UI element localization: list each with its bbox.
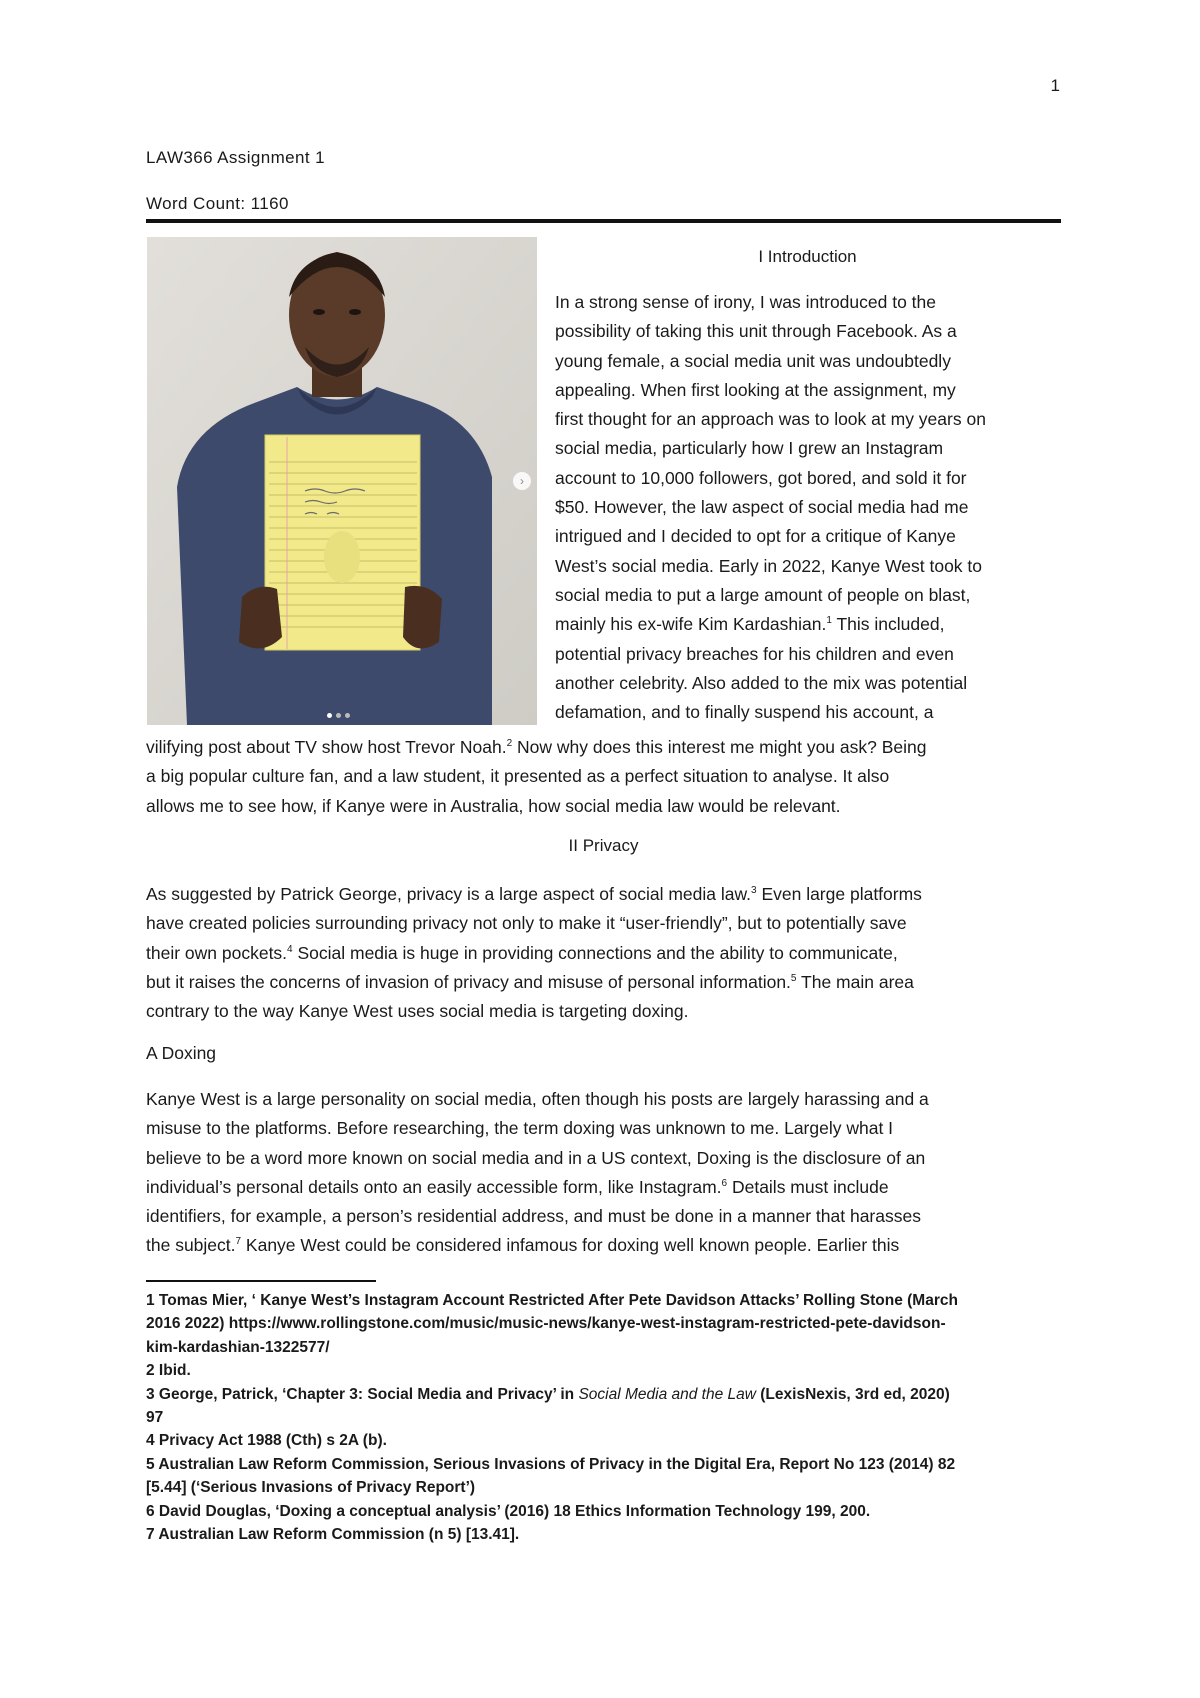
text-span: the subject. <box>146 1235 236 1256</box>
text-line <box>146 939 1066 968</box>
text-line: defamation, and to finally suspend his account, a <box>555 702 934 723</box>
header-rule <box>146 219 1061 223</box>
photo-man-holding-yellow-notepad-icon <box>147 237 537 725</box>
footnote-ref[interactable]: 4 <box>287 943 293 955</box>
footnote-ref[interactable]: 6 <box>721 1178 728 1190</box>
privacy-heading: II Privacy <box>568 836 639 855</box>
text-line: intrigued and I decided to opt for a critique of Kanye <box>555 526 956 547</box>
text-line: another celebrity. Also added to the mix was potential <box>555 672 968 693</box>
book-title: Social Media and the Law <box>578 1385 756 1403</box>
text-span: 3 George, Patrick, ‘Chapter 3: Social Media and Privacy’ in <box>146 1385 579 1403</box>
text-line: misuse to the platforms. Before researching, the term doxing was unknown to me. Largely what I <box>146 1118 894 1139</box>
footnote-ref[interactable]: 2 <box>506 738 513 750</box>
footnote-3 <box>146 1383 1066 1406</box>
footnote-1-url[interactable]: 2016 2022) https://www.rollingstone.com/music/music-news/kanye-west-instagram-restricted-pete-davidson- <box>146 1315 946 1333</box>
page-number: 1 <box>1050 76 1060 95</box>
text-span: This included, <box>831 614 945 635</box>
text-span: Now why does this interest me might you ask? Being <box>512 737 927 757</box>
footnote-separator <box>146 1280 376 1282</box>
introduction-heading: I Introduction <box>758 247 857 266</box>
carousel-dot <box>327 713 332 718</box>
text-span: but it raises the concerns of invasion of privacy and misuse of personal information. <box>146 971 791 992</box>
introduction-paragraph-right <box>555 288 1065 727</box>
footnote-7: 7 Australian Law Reform Commission (n 5) [13.41]. <box>146 1526 520 1544</box>
text-span: The main area <box>796 971 914 992</box>
footnote-ref[interactable]: 3 <box>751 885 757 897</box>
footnote-2: 2 Ibid. <box>146 1362 191 1380</box>
text-line: have created policies surrounding privacy not only to make it “user-friendly”, but to potentially save <box>146 913 907 934</box>
footnote-3-cont: 97 <box>146 1409 164 1427</box>
text-line: allows me to see how, if Kanye were in Australia, how social media law would be relevant. <box>146 795 841 816</box>
document-title: LAW366 Assignment 1 <box>146 148 325 167</box>
text-line <box>555 610 1065 639</box>
text-span: (LexisNexis, 3rd ed, 2020) <box>755 1385 950 1403</box>
text-line: believe to be a word more known on social media and in a US context, Doxing is the disclosure of an <box>146 1147 926 1168</box>
footnote-1-url-cont[interactable]: kim-kardashian-1322577/ <box>146 1338 330 1356</box>
footnote-4: 4 Privacy Act 1988 (Cth) s 2A (b). <box>146 1432 387 1450</box>
text-line: account to 10,000 followers, got bored, and sold it for <box>555 467 967 488</box>
text-line: $50. However, the law aspect of social media had me <box>555 497 969 518</box>
carousel-dot <box>345 713 350 718</box>
text-line: West’s social media. Early in 2022, Kanye West took to <box>555 555 983 576</box>
footnote-ref[interactable]: 7 <box>235 1236 242 1248</box>
footnote-6: 6 David Douglas, ‘Doxing a conceptual analysis’ (2016) 18 Ethics Information Technology 199, 200. <box>146 1502 871 1520</box>
text-line: potential privacy breaches for his children and even <box>555 643 954 664</box>
text-line: contrary to the way Kanye West uses social media is targeting doxing. <box>146 1001 689 1022</box>
text-span: vilifying post about TV show host Trevor Noah. <box>146 737 507 757</box>
text-line <box>146 733 1066 762</box>
text-line: identifiers, for example, a person’s residential address, and must be done in a manner that harasses <box>146 1206 921 1227</box>
footnote-1: 1 Tomas Mier, ‘ Kanye West’s Instagram Account Restricted After Pete Davidson Attacks’ Rolling Stone (March <box>146 1292 958 1309</box>
text-line: young female, a social media unit was undoubtedly <box>555 350 951 371</box>
footnote-ref[interactable]: 5 <box>790 973 797 985</box>
text-line <box>146 1173 1066 1202</box>
text-line: In a strong sense of irony, I was introduced to the <box>555 292 937 312</box>
text-span: Kanye West could be considered infamous for doxing well known people. Earlier this <box>241 1235 900 1256</box>
word-count: Word Count: 1160 <box>146 194 289 213</box>
text-span: their own pockets. <box>146 942 288 963</box>
carousel-dots <box>327 713 350 718</box>
text-line: possibility of taking this unit through Facebook. As a <box>555 321 957 342</box>
text-span: Social media is huge in providing connections and the ability to communicate, <box>292 942 898 963</box>
text-line: social media to put a large amount of people on blast, <box>555 584 971 605</box>
text-span: Even large platforms <box>756 884 922 904</box>
carousel-next-arrow-icon[interactable]: › <box>513 472 531 490</box>
embedded-photo <box>147 237 537 725</box>
doxing-subheading: A Doxing <box>146 1043 217 1063</box>
introduction-paragraph-continued <box>146 733 1066 821</box>
footnote-5: 5 Australian Law Reform Commission, Serious Invasions of Privacy in the Digital Era, Report No 123 (2014) 82 <box>146 1455 956 1473</box>
text-line: Kanye West is a large personality on social media, often though his posts are largely harassing and a <box>146 1089 929 1109</box>
footnote-5-cont: [5.44] (‘Serious Invasions of Privacy Report’) <box>146 1479 476 1497</box>
text-span: individual’s personal details onto an easily accessible form, like Instagram. <box>146 1176 722 1197</box>
privacy-paragraph <box>146 880 1066 1026</box>
footnotes <box>146 1289 1066 1546</box>
text-line: a big popular culture fan, and a law student, it presented as a perfect situation to analyse. It also <box>146 766 890 787</box>
doxing-paragraph <box>146 1085 1066 1261</box>
text-line: appealing. When first looking at the assignment, my <box>555 379 956 400</box>
footnote-ref[interactable]: 1 <box>826 615 832 627</box>
text-span: mainly his ex-wife Kim Kardashian. <box>555 614 827 635</box>
text-line <box>146 1231 1066 1260</box>
carousel-dot <box>336 713 341 718</box>
text-line <box>146 968 1066 997</box>
text-span: As suggested by Patrick George, privacy is a large aspect of social media law. <box>146 884 752 904</box>
text-line: first thought for an approach was to look at my years on <box>555 409 986 430</box>
text-span: Details must include <box>727 1176 889 1197</box>
text-line <box>146 880 1066 909</box>
text-line: social media, particularly how I grew an Instagram <box>555 438 944 459</box>
